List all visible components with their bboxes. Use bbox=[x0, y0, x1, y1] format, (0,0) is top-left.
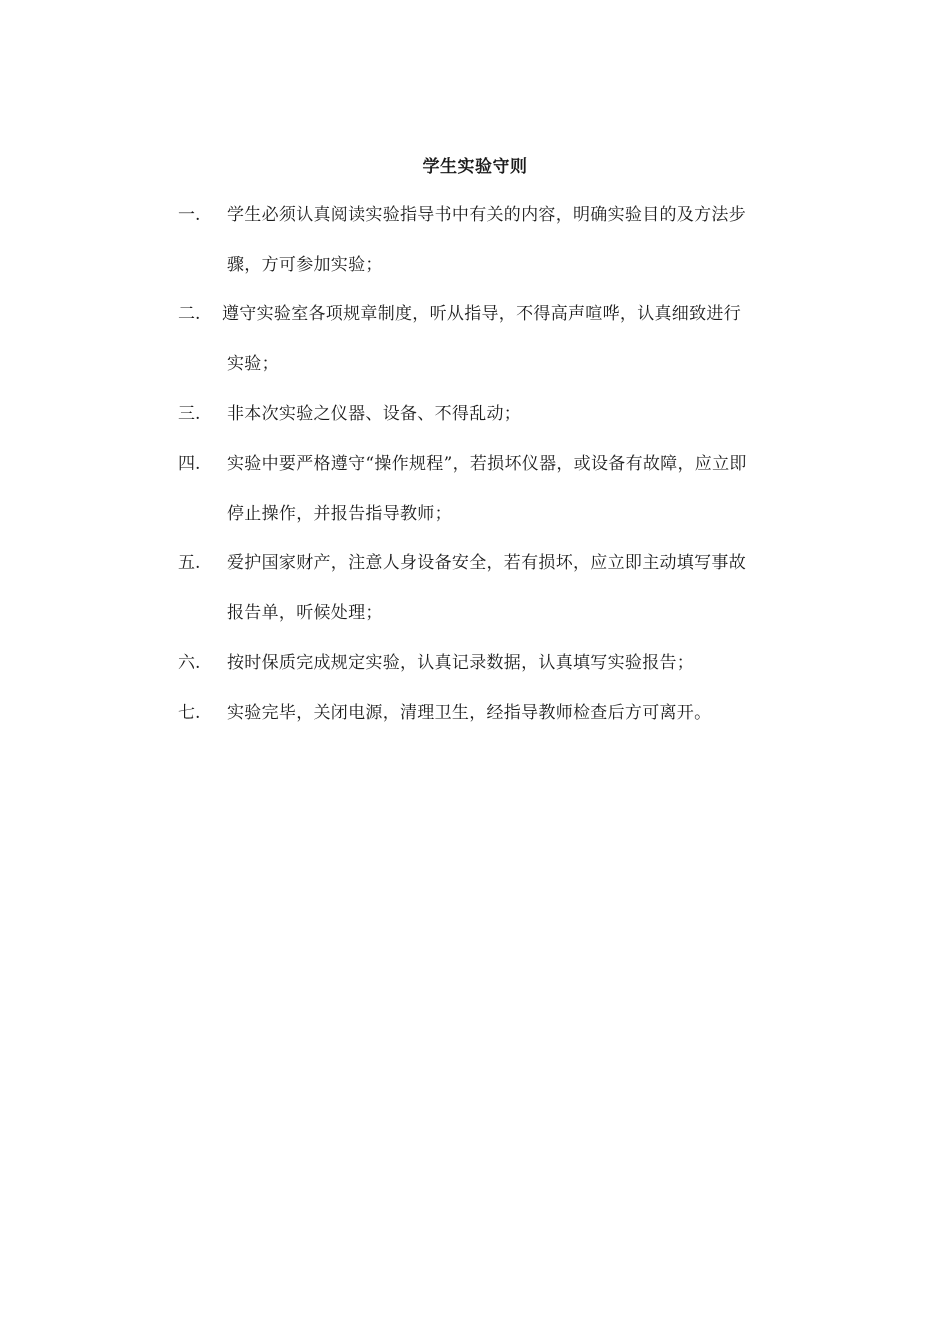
page-title: 学生实验守则 bbox=[422, 157, 528, 177]
rule-number: 六. bbox=[178, 653, 201, 673]
rule-text-line2: 实验； bbox=[227, 354, 279, 374]
rule-text-line1: 爱护国家财产，注意人身设备安全，若有损坏，应立即主动填写事故 bbox=[227, 553, 746, 573]
rule-text-line2: 报告单，听候处理； bbox=[227, 603, 383, 623]
rule-text-line1: 实验完毕，关闭电源，清理卫生，经指导教师检查后方可离开。 bbox=[227, 703, 712, 723]
rule-number: 一. bbox=[178, 205, 201, 225]
rule-text-line1: 非本次实验之仪器、设备、不得乱动； bbox=[227, 404, 522, 424]
rule-text-line1: 按时保质完成规定实验，认真记录数据，认真填写实验报告； bbox=[227, 653, 695, 673]
rule-text-line1: 学生必须认真阅读实验指导书中有关的内容，明确实验目的及方法步 bbox=[227, 205, 746, 225]
rule-text-line2: 骤，方可参加实验； bbox=[227, 255, 383, 275]
rule-text-line2: 停止操作，并报告指导教师； bbox=[227, 504, 452, 524]
rule-number: 四. bbox=[178, 454, 201, 474]
rule-number: 三. bbox=[178, 404, 201, 424]
rule-number: 七. bbox=[178, 703, 201, 723]
rule-number: 五. bbox=[178, 553, 201, 573]
rule-text-line1: 遵守实验室各项规章制度，听从指导，不得高声喧哗，认真细致进行 bbox=[222, 304, 741, 324]
rule-number: 二. bbox=[178, 304, 201, 324]
rule-text-line1: 实验中要严格遵守“操作规程”，若损坏仪器，或设备有故障，应立即 bbox=[227, 454, 747, 474]
